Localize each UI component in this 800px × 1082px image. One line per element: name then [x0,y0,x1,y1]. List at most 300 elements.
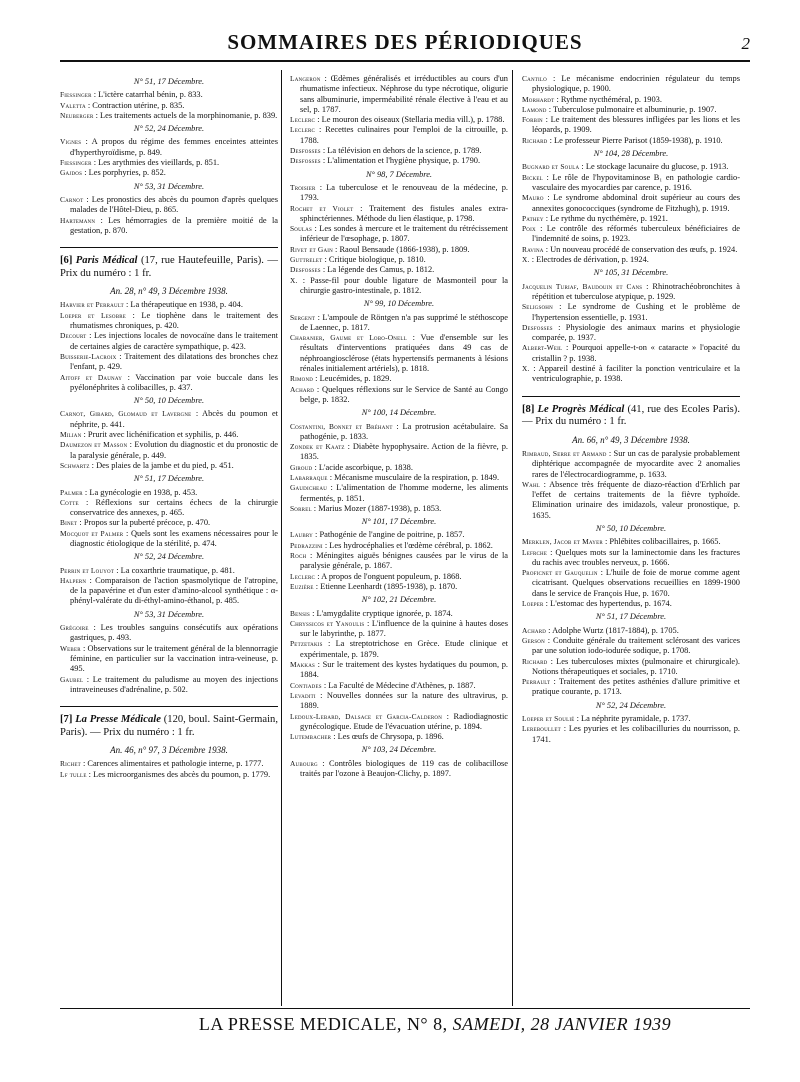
author-names: Makkas [290,660,315,670]
citation-entry [522,74,740,95]
citation-entry [290,504,508,514]
article-title: : Quelques mots sur la laminectomie dans les fractures du rachis avec troubles nerveux, p. 1666. [532,547,740,567]
citation-entry [522,302,740,323]
citation-entry [522,282,740,303]
citation-entry [60,529,278,550]
author-names: Desfosses [522,322,553,332]
issue-heading: N° 104, 28 Décembre. [593,149,669,159]
citation-entry [522,364,740,385]
author-names: Chryssicos et Yanoulis [290,618,365,628]
article-title: : Les arythmies des vieillards, p. 851. [91,158,220,168]
article-title: : L'ictère catarrhal bénin, p. 833. [91,90,203,100]
author-names: Wahl [522,479,541,489]
author-names: X. [290,275,298,285]
author-names: Levaditi [290,690,316,700]
citation-entry [60,311,278,332]
author-names: X. [522,255,530,265]
author-names: Hartemann [60,215,96,225]
author-names: Vignes [60,137,82,147]
journal-address: (17, rue Hautefeuille, Paris). — Prix du numéro : 1 fr. [60,255,278,279]
journal-name: Paris Médical [75,255,138,267]
citation-entry [522,677,740,698]
article-title: : Traitement des petites asthénies d'allure primitive et pratique courante, p. 1713. [532,677,740,697]
article-title: : La légende des Camus, p. 1812. [320,265,435,275]
article-title: : Pathogénie de l'angine de poitrine, p. 1857. [312,530,465,540]
article-title: : Recettes culinaires pour l'emploi de la citrouille, p. 1788. [300,125,508,145]
issue-heading: N° 98, 7 Décembre. [365,169,433,179]
article-title: : Les sondes à mercure et le traitement du rétrécissement inférieur de l'œsophage, p. 1807. [300,224,508,244]
author-names: Lamond [522,104,547,114]
author-names: Sergent [290,312,316,322]
author-names: Loeper et Soulié [522,714,575,724]
author-names: Troisier [290,182,316,192]
citation-entry [290,255,508,265]
citation-entry [522,173,740,194]
article-title: : Mécanisme musculaire de la respiration, p. 1849. [327,472,500,482]
citation-entry [60,623,278,644]
author-names: Bensis [290,608,311,618]
article-title: : Diabète hypophysaire. Action de la fièvre, p. 1835. [300,442,508,462]
author-names: Perrin et Louyot [60,565,115,575]
column-3 [522,74,740,745]
article-title: : Le syndrome abdominal droit supérieur au cours des annexites gonococciques (syndrome de Fitzhugh), p. 1919. [532,193,740,213]
volume-heading: An. 66, n° 49, 3 Décembre 1938. [572,434,690,445]
article-title: : Phlébites colibacillaires, p. 1665. [602,537,721,547]
author-names: Achard [522,625,547,635]
citation-entry [522,95,740,105]
article-title: : Le professeur Pierre Parisot (1859-1938), p. 1910. [547,135,723,145]
article-title: : L'alimentation de l'homme moderne, les aliments fermentés, p. 1851. [300,483,508,503]
citation-entry [60,195,278,216]
citation-entry [522,480,740,521]
author-names: Costantini, Bonnet et Bréhant [290,421,393,431]
author-names: Cotte [60,497,79,507]
author-names: Morhardt [522,94,555,104]
article-title: : Rythme nycthéméral, p. 1903. [554,94,662,104]
citation-entry [522,245,740,255]
citation-entry [60,331,278,352]
article-title: : Appareil destiné à faciliter la ponction ventriculaire et la ventriculographie, p. 1938. [529,364,740,384]
article-title: : Les pyuries et les colibacilluries du nourrisson, p. 1741. [532,724,740,744]
citation-entry [522,599,740,609]
article-title: : Marius Mozer (1887-1938), p. 1853. [311,503,442,513]
author-names: Labarraque [290,472,328,482]
citation-entry [290,276,508,297]
article-title: : Observations sur le traitement général de la blennorragie féminine, en particulier sur la vaccination intra-veineuse, p. 495. [70,643,278,674]
article-title: : Les œufs de Chrysopa, p. 1896. [331,732,444,742]
citation-entry [290,125,508,146]
author-names: Buisserie-Lacroix [60,351,117,361]
article-title: : Conduite générale du traitement sclérosant des varices par une solution iodo-iodurée sodique, p. 1708. [532,635,740,656]
citation-entry [290,732,508,742]
author-names: Petzetakis [290,639,323,649]
author-names: Leclerc [290,571,316,581]
issue-heading: N° 103, 24 Décembre. [361,745,437,755]
citation-entry [290,442,508,463]
citation-entry [290,204,508,225]
author-names: Roch [290,551,307,561]
citation-entry [60,373,278,394]
article-title: : Adolphe Wurtz (1817-1884), p. 1705. [546,625,679,635]
author-names: Daumezon et Masson [60,440,128,450]
article-title: : Le contrôle des réformés tuberculeux bénéficiaires de l'indemnité de soins, p. 1923. [532,224,740,244]
citation-entry [60,216,278,237]
citation-entry [290,473,508,483]
citation-entry [60,352,278,373]
article-title: : Les microorganismes des abcès du poumon, p. 1779. [86,769,271,779]
citation-entry [290,374,508,384]
article-title: : Raoul Bensaude (1866-1938), p. 1809. [332,244,470,254]
article-title: : Le syndrome de Cushing et le problème de l'hypertension essentielle, p. 1931. [532,302,740,322]
citation-entry [290,146,508,156]
author-names: Soulas [290,224,312,234]
citation-entry [290,422,508,443]
issue-heading: N° 51, 17 Décembre. [133,474,205,484]
article-title: : Les troubles sanguins consécutifs aux opérations gastriques, p. 493. [70,623,278,643]
author-names: Bickel [522,172,543,182]
issue-heading: N° 53, 31 Décembre. [133,181,205,191]
citation-entry [60,576,278,607]
journal-number: [8] [522,403,538,415]
article-title: : Quelques réflexions sur le Service de Santé au Congo belge, p. 1832. [300,384,508,404]
author-names: Carnot, Gibard, Glomaud et Lavergne [60,409,192,419]
author-names: Leclerc [290,115,316,125]
citation-entry [60,101,278,111]
journal-rule [60,706,278,707]
author-names: Albert-Weil [522,343,563,353]
column-2 [290,74,508,779]
author-names: Aitoff et Daunay [60,372,123,382]
journal-heading [522,404,740,429]
author-names: Decourt [60,331,87,341]
journal-heading [60,255,278,280]
article-title: : Electrodes de dérivation, p. 1924. [529,255,649,265]
author-names: Loeper [522,599,544,609]
author-names: Perrault [522,677,551,687]
citation-entry [60,566,278,576]
author-names: Harvier et Perrault [60,300,124,310]
author-names: Rochet et Violet [290,203,354,213]
author-names: Langeron [290,74,321,83]
article-title: : Les porphyries, p. 852. [82,168,166,178]
issue-heading: N° 105, 31 Décembre. [593,268,669,278]
article-title: : La néphrite pyramidale, p. 1737. [574,714,691,724]
article-title: : Le mécanisme endocrinien régulateur du temps physiologique, p. 1900. [532,74,740,94]
article-title: : Réflexions sur certains échecs de la chirurgie conservatrice des annexes, p. 465. [70,497,278,518]
author-names: Aubourg [290,758,318,768]
author-names: Giroud [290,462,313,472]
author-names: Leclerc [290,125,316,135]
citation-entry [60,488,278,498]
author-names: Forbin [522,115,543,125]
article-title: : Les injections locales de novocaïne dans le traitement de certaines algies de caractère sympathique, p. 423. [70,331,278,351]
author-names: Rimond [290,374,314,384]
article-title: : Sur le traitement des kystes hydatiques du poumon, p. 1884. [300,660,508,680]
header-rule [60,60,750,62]
author-names: Grégoire [60,623,89,633]
article-title: : La télévision en dehors de la science, p. 1789. [320,146,482,156]
citation-entry [290,572,508,582]
citation-entry [60,759,278,769]
citation-entry [290,759,508,780]
article-title: : Carences alimentaires et pathologie interne, p. 1777. [80,759,264,769]
journal-rule [60,247,278,248]
author-names: X. [522,364,530,374]
issue-heading: N° 50, 10 Décembre. [595,523,667,533]
citation-entry [290,313,508,334]
article-title: : A propos de l'onguent populeum, p. 1868. [315,571,462,581]
footer-journal: LA PRESSE MEDICALE, [198,1014,402,1034]
citation-entry [522,214,740,224]
article-title: : L'acide ascorbique, p. 1838. [312,462,413,472]
citation-entry [290,551,508,572]
author-names: Ravina [522,244,544,254]
author-names: Desfosses [290,156,321,166]
citation-entry [290,74,508,115]
author-names: Gerson [522,635,545,645]
author-names: Gaudicheau [290,483,328,493]
article-title: : Abcès du poumon et néphrite, p. 441. [70,409,279,429]
article-title: : Nouvelles données sur la nature des ultravirus, p. 1889. [300,690,508,711]
author-names: Desfosses [290,265,321,275]
author-names: Pathey [522,213,544,223]
article-title: : Le mouron des oiseaux (Stellaria media vill.), p. 1788. [315,115,505,125]
citation-entry [290,541,508,551]
citation-entry [60,770,278,780]
author-names: Seligsohn [522,302,553,312]
author-names: Lefrche [522,547,548,557]
citation-entry [290,483,508,504]
author-names: Cantilo [522,74,547,83]
journal-name: Le Progrès Médical [537,403,625,415]
article-title: : Le stockage lacunaire du glucose, p. 1913. [579,162,729,172]
article-title: : Le traitement du paludisme au moyen des injections intraveineuses d'adrénaline, p. 502. [70,674,278,694]
journal-rule [522,396,740,397]
citation-entry [60,300,278,310]
article-title: : Les pronostics des abcès du poumon d'après quelques malades de l'Hôtel-Dieu, p. 865. [70,194,278,215]
citation-entry [522,105,740,115]
article-title: : L'alimentation et l'hygiène physique, p. 1790. [320,156,481,166]
article-title: : L'influence de la quinine à hautes doses sur le labyrinthe, p. 1877. [300,618,509,639]
author-names: Desfosses [290,146,321,156]
citation-entry [522,162,740,172]
citation-entry [60,498,278,519]
citation-entry [60,111,278,121]
citation-entry [290,156,508,166]
author-names: Schwartz [60,460,90,470]
author-names: Binet [60,518,78,528]
article-title: : La Faculté de Médecine d'Athènes, p. 1887. [321,680,476,690]
author-names: Poix [522,224,536,234]
citation-entry [60,644,278,675]
citation-entry [290,115,508,125]
article-title: : L'huile de foie de morue comme agent cicatrisant. Quelques observations recueillies en 1899-1900 dans le service de François Hue, p. 1670. [532,568,740,598]
article-title: : Contrôles biologiques de 119 cas de colibacillose traités par l'ozone à Beaujon-Clichy, p. 1897. [300,758,508,778]
author-names: Richet [60,759,81,769]
citation-entry [522,115,740,136]
journal-heading [60,714,278,739]
article-title: : Physiologie des animaux marins et physiologie comparée, p. 1937. [532,322,740,343]
issue-heading: N° 51, 17 Décembre. [133,77,205,86]
page-footer [120,1014,750,1035]
author-names: Valetta [60,100,86,110]
issue-heading: N° 53, 31 Décembre. [133,609,205,619]
volume-heading: An. 28, n° 49, 3 Décembre 1938. [110,286,228,297]
article-title: : Œdèmes généralisés et irréductibles au cours d'un rhumatisme infectieux. Néphrose du type nécrotique, oligurie sans albuminurie, imperméabilité rénale élective à l'eau et au sel, p. 1787. [300,74,508,114]
article-title: : La coxarthrie traumatique, p. 481. [114,565,235,575]
author-names: Richard [522,135,548,145]
journal-name: La Presse Médicale [75,714,161,726]
article-title: : Quels sont les examens nécessaires pour le diagnostic étiologique de la stérilité, p. 474. [70,528,278,548]
author-names: Proficnet et Gauquelin [522,568,598,578]
author-names: Euzière [290,581,314,591]
citation-entry [290,609,508,619]
article-title: : L'ampoule de Röntgen n'a pas supprimé le stéthoscope de Laennec, p. 1817. [300,312,508,332]
article-title: : La gynécologie en 1938, p. 453. [82,487,198,497]
article-title: : Le rôle de l'hypovitaminose B₁ en pathologie cardio-vasculaire des myocardies par carence, p. 1916. [532,172,740,192]
article-title: : Le rythme du nycthémère, p. 1921. [543,213,668,223]
article-title: : Etienne Leenhardt (1895-1938), p. 1870. [313,581,458,591]
author-names: Contiades [290,680,322,690]
page-header [60,26,750,56]
article-title: : Contraction utérine, p. 835. [85,100,185,110]
citation-entry [290,681,508,691]
article-title: : L'amygdalite cryptique ignorée, p. 1874. [310,608,453,618]
citation-entry [60,675,278,696]
author-names: Lf tulle [60,769,87,779]
article-title: : La thérapeutique en 1938, p. 404. [123,300,243,310]
citation-entry [522,568,740,599]
citation-entry [60,440,278,461]
author-names: Carnot [60,194,84,204]
citation-entry [290,183,508,204]
citation-entry [60,158,278,168]
issue-heading: N° 52, 24 Décembre. [133,552,205,562]
author-names: Richard [522,656,548,666]
article-title: : La streptotrichose en Grèce. Etude clinique et expérimentale, p. 1879. [300,639,508,659]
citation-entry [290,530,508,540]
article-title: : Propos sur la puberté précoce, p. 470. [77,518,211,528]
author-names: Sorrel [290,503,312,513]
author-names: Gajdos [60,168,83,178]
author-names: Weber [60,643,81,653]
author-names: Ledoux-Lebard, Dalsace et Garcia-Calderon [290,711,443,721]
article-title: : Des plaies de la jambe et du pied, p. 451. [89,460,234,470]
article-title: : Les traitements actuels de la morphinomanie, p. 839. [93,110,278,120]
citation-entry [60,409,278,430]
article-title: : Sur un cas de paralysie probablement diphtérique accompagnée de myocardite avec 2 anomalies rares de l'électrocardiogramme, p. 1633. [532,448,740,479]
article-title: : Les hémorragies de la première moitié de la gestation, p. 870. [70,215,278,235]
article-title: : Prurit avec lichénification et syphilis, p. 446. [81,430,239,440]
citation-entry [290,619,508,640]
volume-heading: An. 46, n° 97, 3 Décembre 1938. [110,745,228,756]
citation-entry [290,582,508,592]
issue-heading: N° 50, 10 Décembre. [133,396,205,406]
citation-entry [522,636,740,657]
author-names: Milian [60,430,82,440]
author-names: Bugnard et Soula [522,162,580,172]
citation-entry [290,660,508,681]
article-title: : La tuberculose et le renouveau de la médecine, p. 1793. [300,182,508,203]
journal-number: [6] [60,255,76,267]
author-names: Pedrazzini [290,540,323,550]
author-names: Fiessinger [60,158,92,168]
citation-entry [522,626,740,636]
citation-entry [60,430,278,440]
article-title: : Tuberculose pulmonaire et albuminurie, p. 1907. [546,104,717,114]
column-1 [60,74,278,780]
issue-heading: N° 102, 21 Décembre. [361,595,437,605]
issue-heading: N° 52, 24 Décembre. [133,124,205,134]
author-names: Mauro [522,193,544,203]
footer-issue: N° 8, [406,1014,448,1034]
column-divider [512,70,513,1006]
author-names: Loeper et Lesobre [60,310,127,320]
author-names: Laubry [290,530,313,540]
journal-address: (41, rue des Ecoles Paris). — Prix du numéro : 1 fr. [522,403,740,428]
article-title: : Pourquoi appelle-t-on « cataracte » l'opacité du cristallin ? p. 1938. [532,343,740,363]
author-names: Achard [290,384,315,394]
article-title: : Comparaison de l'action spasmolytique de l'atropine, de la papavérine et d'un ester d'amino-alcool synthétique : α-phényl-valérate du di-éthyl-amino-éthanol, p. 485. [70,575,278,606]
citation-entry [290,639,508,660]
citation-entry [522,714,740,724]
issue-heading: N° 51, 17 Décembre. [595,612,667,622]
author-names: Merklen, Jacob et Mayer [522,537,603,547]
citation-entry [522,537,740,547]
citation-entry [60,137,278,158]
author-names: Rimbaud, Serre et Armand [522,448,607,458]
journal-number: [7] [60,714,76,726]
issue-heading: N° 101, 17 Décembre. [361,517,437,527]
author-names: Fiessinger [60,90,92,100]
author-names: Lutembacher [290,732,332,742]
citation-entry [60,461,278,471]
citation-entry [290,463,508,473]
citation-entry [60,518,278,528]
author-names: Neuberger [60,110,94,120]
citation-entry [60,90,278,100]
article-title: : Le tiophène dans le traitement des rhumatismes chroniques, p. 420. [70,310,278,331]
author-names: Chabanier, Gaume et Lobo-Onell [290,333,407,343]
citation-entry [290,691,508,712]
author-names: Lereboullet [522,724,561,734]
author-names: Gaubel [60,674,84,684]
issue-heading: N° 99, 10 Décembre. [363,299,435,309]
article-title: : Vue d'ensemble sur les résultats d'interventions pratiquées dans 49 cas de néphroangiosclérose (états hypertensifs permanents à lésions rénales initialement artériels), p. 1818. [300,333,508,374]
citation-entry [522,343,740,364]
article-title: : Leucémides, p. 1829. [313,374,392,384]
article-title: : Evolution du diagnostic et du pronostic de la paralysie générale, p. 449. [70,440,278,460]
footer-date: SAMEDI, 28 JANVIER 1939 [452,1014,672,1034]
footer-rule [60,1008,750,1009]
citation-entry [290,245,508,255]
article-title: : Le traitement des blessures infligées par les lions et les léopards, p. 1909. [532,115,740,135]
author-names: Zondek et Kaatz [290,442,345,452]
citation-entry [522,224,740,245]
article-title: : Critique biologique, p. 1810. [322,255,426,265]
journal-address: (120, boul. Saint-Germain, Paris). — Prix du numéro : 1 fr. [60,714,278,738]
article-title: : La protrusion acétabulaire. Sa pathogénie, p. 1833. [300,421,508,441]
article-title: : Rhinotrachéobronchites à répétition et tuberculose atypique, p. 1929. [532,281,740,301]
article-title: : Traitement des fistules anales extra-sphinctériennes. Méthode du lien élastique, p. 1798. [300,203,508,223]
article-title: : Les hydrocéphalies et l'œdème cérébral, p. 1862. [322,540,493,550]
column-divider [281,70,282,1006]
article-title: : Passe-fil pour double ligature de Masmonteil pour la chirurgie gastro-intestinale, p. 1812. [297,275,508,295]
page-title: SOMMAIRES DES PÉRIODIQUES [227,30,583,54]
citation-entry [522,657,740,678]
citation-entry [60,168,278,178]
page-number: 2 [741,34,750,53]
